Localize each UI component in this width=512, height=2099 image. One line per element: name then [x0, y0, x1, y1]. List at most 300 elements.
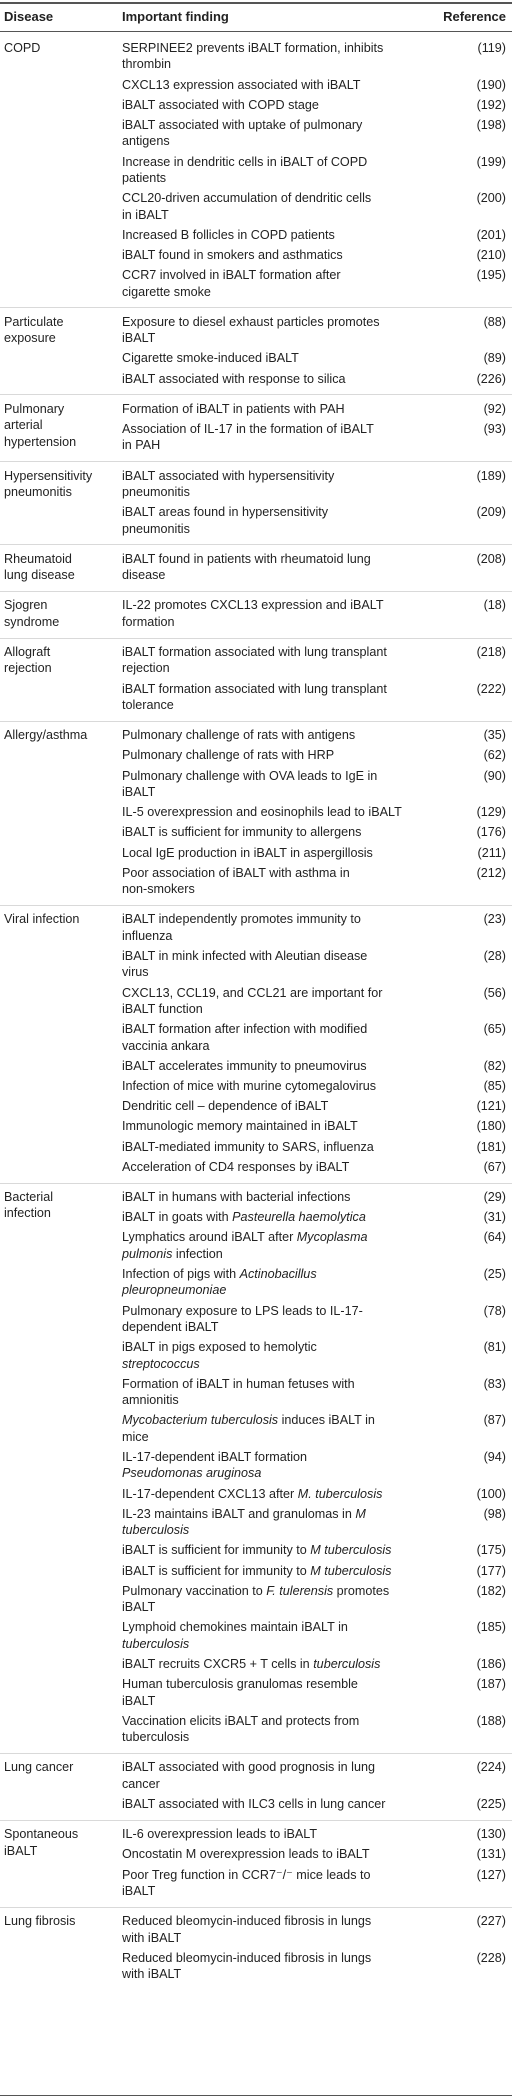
finding-text: [122, 1356, 200, 1373]
finding-text: [122, 1001, 203, 1018]
disease-label: Pulmonary: [4, 401, 65, 416]
finding-segment: CCR7 involved in iBALT formation after: [122, 268, 341, 283]
reference-number: (188): [476, 1713, 506, 1728]
finding-segment: Vaccination elicits iBALT and protects from: [122, 1713, 360, 1728]
finding-text: [122, 824, 361, 841]
finding-text: [122, 1282, 226, 1299]
finding-text: [122, 1189, 350, 1206]
finding-segment: iBALT formation associated with lung transplant: [122, 681, 387, 696]
disease-label: Sjogren: [4, 598, 48, 613]
finding-text: [122, 985, 382, 1002]
finding-text: [122, 1429, 149, 1446]
group-separator: [0, 1907, 512, 1908]
group-separator: [0, 1820, 512, 1821]
finding-segment: Immunologic memory maintained in iBALT: [122, 1119, 358, 1134]
finding-text: [122, 133, 170, 150]
finding-text: [122, 1729, 189, 1746]
finding-segment: with iBALT: [122, 1967, 182, 1982]
finding-text: [122, 747, 334, 764]
reference-number: (201): [476, 227, 506, 242]
finding-segment: Exposure to diesel exhaust particles promotes: [122, 314, 380, 329]
italic-species-name: streptococcus: [122, 1356, 200, 1371]
finding-text: [122, 644, 387, 661]
reference-number: (90): [483, 768, 506, 783]
finding-text: [122, 1950, 371, 1967]
finding-segment: Pulmonary vaccination to: [122, 1583, 267, 1598]
header-reference: Reference: [443, 9, 506, 24]
reference-number: (222): [476, 681, 506, 696]
finding-segment: Poor Treg function in CCR7⁻/⁻ mice leads to: [122, 1867, 371, 1882]
finding-text: [122, 1159, 349, 1176]
finding-segment: iBALT: [122, 331, 156, 346]
reference-number: (29): [483, 1190, 506, 1204]
header-rule: [0, 31, 512, 32]
reference-number: (85): [483, 1079, 506, 1093]
reference-number: (177): [476, 1563, 506, 1578]
finding-segment: dependent iBALT: [122, 1320, 219, 1334]
reference-number: (23): [483, 912, 506, 927]
finding-text: [122, 948, 367, 965]
finding-segment: influenza: [122, 928, 173, 943]
finding-segment: cancer: [122, 1776, 160, 1791]
finding-text: [122, 314, 380, 331]
finding-text: [122, 1846, 370, 1863]
italic-species-name: M. tuberculosis: [297, 1486, 383, 1501]
disease-label: Hypersensitivity: [4, 468, 93, 483]
reference-number: (189): [476, 468, 506, 483]
reference-number: (82): [483, 1058, 506, 1073]
finding-segment: iBALT in humans with bacterial infections: [122, 1190, 351, 1204]
reference-number: (78): [483, 1303, 506, 1318]
header-finding: Important finding: [122, 9, 229, 24]
reference-number: (62): [483, 748, 506, 763]
finding-text: [122, 1319, 218, 1336]
finding-text: [122, 1303, 363, 1320]
finding-segment: SERPINEE2 prevents iBALT formation, inhibits: [122, 41, 384, 55]
reference-number: (18): [483, 598, 506, 613]
reference-number: (180): [476, 1119, 506, 1134]
finding-segment: antigens: [122, 134, 170, 149]
finding-segment: iBALT associated with response to silica: [122, 371, 346, 386]
finding-text: [122, 1522, 189, 1539]
finding-text: [122, 1078, 376, 1095]
finding-text: [122, 56, 171, 73]
finding-segment: iBALT formation associated with lung transplant: [122, 645, 387, 659]
reference-number: (83): [483, 1376, 506, 1391]
finding-text: [122, 1139, 374, 1156]
finding-segment: formation: [122, 614, 175, 629]
finding-segment: pneumonitis: [122, 521, 190, 536]
reference-number: (192): [476, 97, 506, 112]
finding-segment: Pulmonary challenge of rats with HRP: [122, 748, 335, 763]
reference-number: (225): [476, 1797, 506, 1811]
group-separator: [0, 1753, 512, 1754]
italic-species-name: pulmonis: [122, 1246, 173, 1261]
disease-label: infection: [4, 1206, 51, 1221]
reference-number: (211): [477, 845, 506, 860]
italic-species-name: Pseudomonas aruginosa: [122, 1466, 262, 1481]
disease-label: Allergy/asthma: [4, 728, 88, 743]
disease-label: Lung cancer: [4, 1760, 74, 1775]
reference-number: (218): [476, 645, 506, 659]
finding-text: [122, 1693, 155, 1710]
finding-segment: iBALT formation after infection with modified: [122, 1022, 368, 1037]
finding-text: [122, 1583, 389, 1600]
finding-text: [122, 567, 165, 584]
finding-segment: iBALT associated with good prognosis in lung: [122, 1760, 375, 1775]
finding-text: [122, 421, 374, 438]
disease-label: Spontaneous: [4, 1827, 79, 1842]
finding-segment: iBALT independently promotes immunity to: [122, 912, 361, 927]
finding-segment: non-smokers: [122, 882, 195, 897]
disease-label: Particulate: [4, 314, 64, 329]
italic-species-name: M: [355, 1506, 366, 1521]
finding-text: [122, 1266, 317, 1283]
finding-text: [122, 1246, 223, 1263]
italic-species-name: tuberculosis: [313, 1657, 381, 1671]
finding-text: [122, 928, 172, 945]
finding-text: [122, 1392, 179, 1409]
finding-segment: iBALT associated with hypersensitivity: [122, 468, 335, 483]
italic-species-name: tuberculosis: [122, 1636, 190, 1651]
finding-text: [122, 247, 343, 264]
finding-segment: iBALT associated with uptake of pulmonary: [122, 118, 363, 132]
finding-text: [122, 1619, 348, 1636]
reference-number: (228): [476, 1950, 506, 1965]
reference-number: (199): [476, 154, 506, 169]
group-separator: [0, 544, 512, 545]
disease-label: pneumonitis: [4, 485, 72, 499]
finding-text: [122, 681, 387, 698]
finding-text: [122, 350, 299, 367]
finding-segment: Pulmonary exposure to LPS leads to IL-17-: [122, 1303, 363, 1318]
finding-segment: Human tuberculosis granulomas resemble: [122, 1677, 358, 1692]
group-separator: [0, 721, 512, 722]
finding-text: [122, 77, 360, 94]
finding-segment: CXCL13 expression associated with iBALT: [122, 77, 361, 92]
group-separator: [0, 638, 512, 639]
finding-text: [122, 1209, 366, 1226]
finding-text: [122, 1867, 371, 1884]
finding-text: [122, 1656, 380, 1673]
finding-text: [122, 597, 384, 614]
reference-number: (224): [476, 1760, 506, 1775]
finding-text: [122, 154, 367, 171]
finding-segment: IL-17-dependent iBALT formation: [122, 1450, 308, 1464]
reference-number: (89): [483, 351, 506, 366]
finding-segment: Infection of pigs with: [122, 1267, 240, 1281]
finding-text: [122, 881, 195, 898]
finding-text: [122, 284, 211, 301]
reference-number: (129): [476, 805, 506, 820]
finding-text: [122, 1449, 307, 1466]
finding-segment: in iBALT: [122, 207, 169, 222]
reference-number: (209): [476, 505, 506, 520]
finding-segment: Increased B follicles in COPD patients: [122, 227, 335, 242]
disease-label: hypertension: [4, 434, 77, 449]
italic-species-name: F. tulerensis: [266, 1583, 334, 1598]
finding-text: [122, 1826, 317, 1843]
finding-text: [122, 1759, 375, 1776]
finding-segment: iBALT in mink infected with Aleutian disease: [122, 949, 368, 963]
reference-number: (64): [483, 1230, 506, 1245]
finding-segment: vaccinia ankara: [122, 1038, 210, 1053]
reference-number: (121): [476, 1099, 506, 1114]
finding-segment: IL-23 maintains iBALT and granulomas in: [122, 1506, 356, 1521]
finding-text: [122, 330, 155, 347]
finding-segment: Dendritic cell – dependence of iBALT: [122, 1099, 329, 1114]
finding-segment: iBALT function: [122, 1002, 203, 1016]
finding-segment: iBALT: [122, 1600, 156, 1615]
reference-number: (92): [483, 401, 506, 416]
finding-text: [122, 437, 160, 454]
finding-segment: pneumonitis: [122, 485, 190, 499]
finding-text: [122, 267, 341, 284]
italic-species-name: tuberculosis: [122, 1523, 190, 1538]
group-separator: [0, 394, 512, 395]
finding-segment: tolerance: [122, 698, 174, 712]
disease-label: iBALT: [4, 1843, 38, 1858]
italic-species-name: Actinobacillus: [239, 1267, 317, 1281]
reference-number: (208): [476, 551, 506, 566]
finding-text: [122, 1676, 358, 1693]
finding-text: [122, 97, 319, 114]
finding-text: [122, 1098, 328, 1115]
finding-segment: iBALT associated with ILC3 cells in lung cancer: [122, 1797, 386, 1811]
reference-number: (87): [483, 1413, 506, 1428]
finding-text: [122, 804, 402, 821]
finding-segment: Formation of iBALT in patients with PAH: [122, 401, 345, 416]
finding-segment: Reduced bleomycin-induced fibrosis in lungs: [122, 1914, 372, 1929]
finding-segment: CXCL13, CCL19, and CCL21 are important for: [122, 985, 383, 1000]
finding-text: [122, 504, 328, 521]
finding-text: [122, 1021, 367, 1038]
group-separator: [0, 1183, 512, 1184]
finding-text: [122, 1486, 382, 1503]
finding-segment: tuberculosis: [122, 1730, 190, 1745]
finding-text: [122, 660, 170, 677]
finding-text: [122, 1542, 391, 1559]
finding-text: [122, 697, 174, 714]
finding-segment: IL-6 overexpression leads to iBALT: [122, 1827, 318, 1842]
finding-text: [122, 964, 149, 981]
finding-segment: IL-17-dependent CXCL13 after: [122, 1486, 298, 1501]
reference-number: (88): [483, 314, 506, 329]
disease-label: Allograft: [4, 645, 51, 659]
reference-number: (195): [476, 268, 506, 283]
reference-number: (181): [476, 1139, 506, 1154]
italic-species-name: M tuberculosis: [310, 1563, 392, 1578]
reference-number: (210): [476, 248, 506, 262]
finding-segment: Pulmonary challenge of rats with antigens: [122, 728, 356, 743]
disease-label: Rheumatoid: [4, 551, 72, 566]
finding-text: [122, 1038, 210, 1055]
finding-text: [122, 190, 371, 207]
finding-segment: iBALT areas found in hypersensitivity: [122, 505, 329, 520]
reference-number: (100): [476, 1486, 506, 1501]
disease-label: COPD: [4, 41, 41, 55]
reference-number: (31): [483, 1210, 506, 1225]
finding-segment: Oncostatin M overexpression leads to iBALT: [122, 1847, 370, 1862]
reference-number: (131): [476, 1847, 506, 1862]
reference-number: (94): [483, 1450, 506, 1464]
finding-text: [122, 1506, 366, 1523]
finding-text: [122, 1563, 391, 1580]
finding-segment: rejection: [122, 661, 170, 676]
finding-segment: Poor association of iBALT with asthma in: [122, 865, 350, 880]
finding-segment: Infection of mice with murine cytomegalovirus: [122, 1079, 377, 1093]
reference-number: (187): [476, 1677, 506, 1692]
finding-text: [122, 1118, 358, 1135]
finding-text: [122, 371, 346, 388]
finding-segment: IL-5 overexpression and eosinophils lead to iBALT: [122, 805, 402, 820]
finding-segment: iBALT found in smokers and asthmatics: [122, 248, 343, 262]
reference-number: (226): [476, 371, 506, 386]
reference-number: (28): [483, 949, 506, 963]
reference-number: (176): [476, 825, 506, 840]
italic-species-name: M tuberculosis: [310, 1543, 392, 1558]
finding-text: [122, 401, 345, 418]
finding-text: [122, 468, 334, 485]
table-top-rule: [0, 2, 512, 4]
finding-segment: in PAH: [122, 438, 161, 453]
finding-text: [122, 1599, 155, 1616]
header-disease: Disease: [4, 9, 54, 24]
finding-segment: iBALT is sufficient for immunity to allergens: [122, 825, 362, 840]
finding-segment: iBALT accelerates immunity to pneumovirus: [122, 1058, 367, 1073]
finding-text: [122, 614, 175, 631]
finding-segment: iBALT is sufficient for immunity to: [122, 1563, 311, 1578]
reference-number: (190): [476, 77, 506, 92]
finding-segment: Acceleration of CD4 responses by iBALT: [122, 1159, 350, 1174]
italic-species-name: pleuropneumoniae: [122, 1283, 227, 1298]
italic-species-name: Mycobacterium tuberculosis: [122, 1413, 279, 1428]
italic-species-name: Mycoplasma: [296, 1230, 368, 1245]
finding-segment: Pulmonary challenge with OVA leads to IgE in: [122, 768, 378, 783]
finding-text: [122, 1930, 181, 1947]
group-separator: [0, 591, 512, 592]
finding-text: [122, 784, 155, 801]
reference-number: (93): [483, 422, 506, 436]
group-separator: [0, 461, 512, 462]
finding-text: [122, 1796, 385, 1813]
reference-number: (198): [476, 118, 506, 132]
finding-text: [122, 1412, 375, 1429]
disease-label: rejection: [4, 661, 52, 676]
finding-segment: cigarette smoke: [122, 284, 211, 299]
reference-number: (186): [476, 1657, 506, 1671]
group-separator: [0, 307, 512, 308]
reference-number: (212): [476, 865, 506, 880]
finding-segment: with iBALT: [122, 1930, 182, 1945]
finding-segment: Reduced bleomycin-induced fibrosis in lungs: [122, 1950, 372, 1965]
reference-number: (98): [483, 1506, 506, 1521]
finding-text: [122, 1776, 160, 1793]
finding-text: [122, 551, 371, 568]
finding-segment: promotes: [333, 1583, 390, 1598]
finding-segment: iBALT: [122, 785, 156, 799]
finding-segment: mice: [122, 1429, 149, 1444]
finding-text: [122, 1339, 317, 1356]
disease-label: syndrome: [4, 614, 60, 629]
disease-label: exposure: [4, 331, 56, 346]
finding-text: [122, 911, 361, 928]
disease-label: lung disease: [4, 568, 75, 583]
finding-text: [122, 1883, 155, 1900]
finding-segment: iBALT-mediated immunity to SARS, influenza: [122, 1139, 374, 1154]
table-bottom-rule: [0, 2095, 512, 2096]
finding-text: [122, 207, 169, 224]
disease-label: Lung fibrosis: [4, 1914, 76, 1929]
reference-number: (65): [483, 1022, 506, 1037]
finding-segment: induces iBALT in: [278, 1413, 375, 1428]
finding-segment: Formation of iBALT in human fetuses with: [122, 1376, 355, 1391]
finding-segment: Association of IL-17 in the formation of iBALT: [122, 422, 374, 436]
reference-number: (130): [476, 1827, 506, 1842]
finding-segment: virus: [122, 965, 149, 980]
finding-text: [122, 1229, 367, 1246]
finding-segment: Lymphatics around iBALT after: [122, 1230, 297, 1245]
reference-number: (81): [483, 1340, 506, 1355]
finding-text: [122, 1966, 181, 1983]
finding-segment: Local IgE production in iBALT in aspergillosis: [122, 845, 373, 860]
disease-label: Bacterial: [4, 1190, 53, 1204]
finding-text: [122, 40, 383, 57]
reference-number: (35): [483, 728, 506, 743]
reference-number: (56): [483, 985, 506, 1000]
reference-number: (119): [477, 41, 506, 55]
reference-number: (185): [476, 1620, 506, 1635]
finding-text: [122, 170, 166, 187]
finding-segment: iBALT in pigs exposed to hemolytic: [122, 1340, 317, 1355]
reference-number: (127): [476, 1867, 506, 1882]
reference-number: (175): [476, 1543, 506, 1558]
finding-text: [122, 727, 355, 744]
finding-segment: iBALT associated with COPD stage: [122, 97, 319, 112]
finding-segment: amnionitis: [122, 1393, 179, 1408]
reference-number: (200): [476, 191, 506, 206]
finding-text: [122, 1465, 261, 1482]
finding-segment: iBALT found in patients with rheumatoid lung: [122, 551, 371, 566]
italic-species-name: Pasteurella haemolytica: [232, 1210, 366, 1225]
finding-segment: Lymphoid chemokines maintain iBALT in: [122, 1620, 348, 1635]
reference-number: (67): [483, 1159, 506, 1174]
finding-text: [122, 845, 373, 862]
finding-text: [122, 1913, 371, 1930]
reference-number: (227): [476, 1914, 506, 1929]
finding-segment: iBALT: [122, 1884, 156, 1898]
finding-segment: Cigarette smoke-induced iBALT: [122, 351, 299, 366]
group-separator: [0, 905, 512, 906]
finding-segment: Increase in dendritic cells in iBALT of COPD: [122, 154, 368, 169]
finding-text: [122, 865, 350, 882]
finding-segment: IL-22 promotes CXCL13 expression and iBALT: [122, 598, 384, 613]
finding-text: [122, 521, 190, 538]
finding-text: [122, 227, 335, 244]
disease-label: arterial: [4, 418, 43, 433]
reference-number: (25): [483, 1267, 506, 1281]
finding-text: [122, 768, 377, 785]
finding-segment: disease: [122, 568, 166, 583]
finding-text: [122, 117, 362, 134]
finding-segment: iBALT recruits CXCR5 + T cells in: [122, 1657, 314, 1671]
finding-segment: iBALT is sufficient for immunity to: [122, 1543, 311, 1558]
finding-segment: iBALT: [122, 1693, 156, 1708]
finding-text: [122, 1713, 359, 1730]
finding-segment: iBALT in goats with: [122, 1210, 233, 1225]
finding-segment: thrombin: [122, 57, 171, 72]
finding-text: [122, 1058, 367, 1075]
